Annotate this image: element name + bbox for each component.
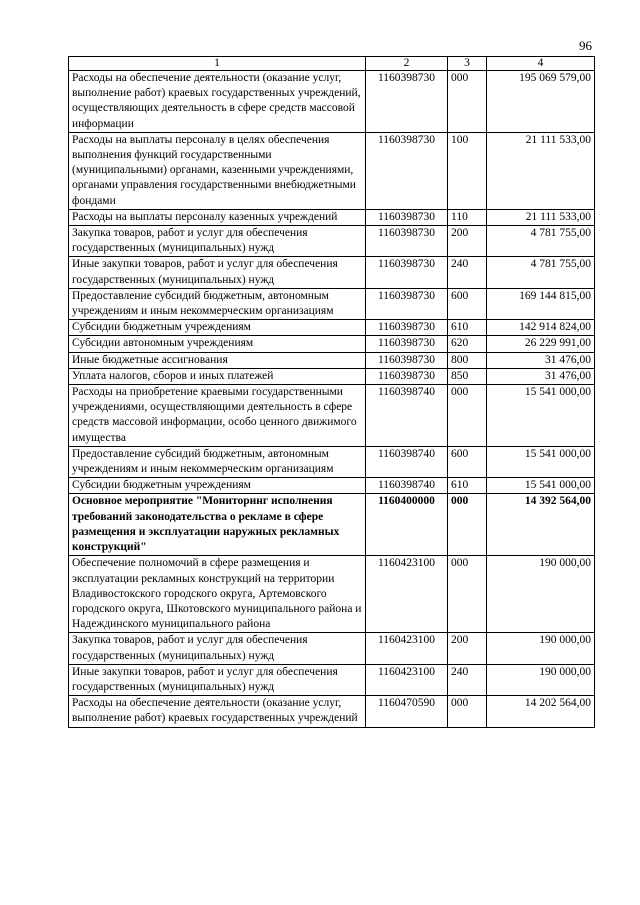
row-amount: 14 202 564,00 bbox=[487, 696, 595, 727]
row-amount: 26 229 991,00 bbox=[487, 336, 595, 352]
row-csr-code: 1160398730 bbox=[366, 132, 448, 209]
row-amount: 190 000,00 bbox=[487, 633, 595, 664]
row-vr-code: 110 bbox=[448, 209, 487, 225]
table-row bbox=[69, 368, 595, 384]
table-row bbox=[69, 336, 595, 352]
row-amount: 15 541 000,00 bbox=[487, 478, 595, 494]
row-vr-code: 600 bbox=[448, 446, 487, 477]
row-amount: 14 392 564,00 bbox=[487, 494, 595, 556]
row-csr-code: 1160398730 bbox=[366, 71, 448, 133]
row-vr-code: 000 bbox=[448, 385, 487, 447]
row-name: Субсидии бюджетным учреждениям bbox=[69, 478, 366, 494]
row-amount: 142 914 824,00 bbox=[487, 320, 595, 336]
table-row bbox=[69, 257, 595, 288]
row-amount: 15 541 000,00 bbox=[487, 385, 595, 447]
row-name: Основное мероприятие "Мониторинг исполнения требований законодательства о рекламе в сфере размещения и эксплуатации наружных рекламных конструкций" bbox=[69, 494, 366, 556]
row-vr-code: 000 bbox=[448, 696, 487, 727]
row-csr-code: 1160423100 bbox=[366, 633, 448, 664]
row-name: Расходы на обеспечение деятельности (оказание услуг, выполнение работ) краевых государственных учреждений, осуществляющих деятельность в сфере средств массовой информации bbox=[69, 71, 366, 133]
row-name: Уплата налогов, сборов и иных платежей bbox=[69, 368, 366, 384]
table-row bbox=[69, 226, 595, 257]
row-csr-code: 1160423100 bbox=[366, 556, 448, 633]
row-csr-code: 1160398730 bbox=[366, 352, 448, 368]
header-col-1: 1 bbox=[69, 57, 366, 71]
row-vr-code: 000 bbox=[448, 494, 487, 556]
row-name: Иные закупки товаров, работ и услуг для обеспечения государственных (муниципальных) нужд bbox=[69, 257, 366, 288]
row-csr-code: 1160398730 bbox=[366, 226, 448, 257]
row-amount: 15 541 000,00 bbox=[487, 446, 595, 477]
row-csr-code: 1160423100 bbox=[366, 664, 448, 695]
table-row bbox=[69, 664, 595, 695]
row-amount: 31 476,00 bbox=[487, 352, 595, 368]
table-row bbox=[69, 288, 595, 319]
row-vr-code: 600 bbox=[448, 288, 487, 319]
row-name: Закупка товаров, работ и услуг для обеспечения государственных (муниципальных) нужд bbox=[69, 633, 366, 664]
row-name: Расходы на обеспечение деятельности (оказание услуг, выполнение работ) краевых государственных учреждений bbox=[69, 696, 366, 727]
row-csr-code: 1160398740 bbox=[366, 385, 448, 447]
table-row bbox=[69, 696, 595, 727]
row-amount: 4 781 755,00 bbox=[487, 257, 595, 288]
table-row bbox=[69, 71, 595, 133]
row-name: Расходы на приобретение краевыми государственными учреждениями, осуществляющими деятельность в сфере средств массовой информации, особо ценного движимого имущества bbox=[69, 385, 366, 447]
header-col-4: 4 bbox=[487, 57, 595, 71]
header-col-3: 3 bbox=[448, 57, 487, 71]
row-vr-code: 850 bbox=[448, 368, 487, 384]
row-vr-code: 610 bbox=[448, 320, 487, 336]
row-amount: 169 144 815,00 bbox=[487, 288, 595, 319]
header-col-2: 2 bbox=[366, 57, 448, 71]
row-name: Предоставление субсидий бюджетным, автономным учреждениям и иным некоммерческим организациям bbox=[69, 288, 366, 319]
row-vr-code: 100 bbox=[448, 132, 487, 209]
row-vr-code: 200 bbox=[448, 633, 487, 664]
row-vr-code: 240 bbox=[448, 664, 487, 695]
row-name: Расходы на выплаты персоналу в целях обеспечения выполнения функций государственными (муниципальными) органами, казенными учреждениями, органами управления государственными внебюджетными фондами bbox=[69, 132, 366, 209]
row-amount: 190 000,00 bbox=[487, 664, 595, 695]
row-csr-code: 1160398730 bbox=[366, 288, 448, 319]
table-row bbox=[69, 385, 595, 447]
row-amount: 21 111 533,00 bbox=[487, 209, 595, 225]
row-name: Предоставление субсидий бюджетным, автономным учреждениям и иным некоммерческим организациям bbox=[69, 446, 366, 477]
row-csr-code: 1160470590 bbox=[366, 696, 448, 727]
table-row bbox=[69, 320, 595, 336]
row-csr-code: 1160398730 bbox=[366, 320, 448, 336]
row-csr-code: 1160398730 bbox=[366, 336, 448, 352]
row-name: Обеспечение полномочий в сфере размещения и эксплуатации рекламных конструкций на территории Владивостокского городского округа, Артемовского городского округа, Шкотовского муниципального района и Надеждинского муниципального района bbox=[69, 556, 366, 633]
row-vr-code: 200 bbox=[448, 226, 487, 257]
table-row bbox=[69, 209, 595, 225]
row-csr-code: 1160398740 bbox=[366, 478, 448, 494]
table-row bbox=[69, 494, 595, 556]
row-csr-code: 1160400000 bbox=[366, 494, 448, 556]
row-amount: 195 069 579,00 bbox=[487, 71, 595, 133]
row-name: Субсидии бюджетным учреждениям bbox=[69, 320, 366, 336]
row-vr-code: 240 bbox=[448, 257, 487, 288]
row-csr-code: 1160398740 bbox=[366, 446, 448, 477]
row-csr-code: 1160398730 bbox=[366, 209, 448, 225]
row-name: Закупка товаров, работ и услуг для обеспечения государственных (муниципальных) нужд bbox=[69, 226, 366, 257]
table-row bbox=[69, 446, 595, 477]
row-amount: 31 476,00 bbox=[487, 368, 595, 384]
table-row bbox=[69, 132, 595, 209]
row-vr-code: 610 bbox=[448, 478, 487, 494]
row-csr-code: 1160398730 bbox=[366, 257, 448, 288]
row-amount: 4 781 755,00 bbox=[487, 226, 595, 257]
row-name: Иные закупки товаров, работ и услуг для обеспечения государственных (муниципальных) нужд bbox=[69, 664, 366, 695]
row-amount: 190 000,00 bbox=[487, 556, 595, 633]
row-vr-code: 800 bbox=[448, 352, 487, 368]
row-vr-code: 000 bbox=[448, 71, 487, 133]
table-row bbox=[69, 478, 595, 494]
row-vr-code: 000 bbox=[448, 556, 487, 633]
row-csr-code: 1160398730 bbox=[366, 368, 448, 384]
table-row bbox=[69, 352, 595, 368]
row-name: Иные бюджетные ассигнования bbox=[69, 352, 366, 368]
table-header-row bbox=[69, 57, 595, 71]
table-row bbox=[69, 556, 595, 633]
row-amount: 21 111 533,00 bbox=[487, 132, 595, 209]
page-number: 96 bbox=[579, 38, 592, 53]
row-name: Субсидии автономным учреждениям bbox=[69, 336, 366, 352]
table-row bbox=[69, 633, 595, 664]
row-name: Расходы на выплаты персоналу казенных учреждений bbox=[69, 209, 366, 225]
row-vr-code: 620 bbox=[448, 336, 487, 352]
budget-table bbox=[68, 56, 595, 728]
